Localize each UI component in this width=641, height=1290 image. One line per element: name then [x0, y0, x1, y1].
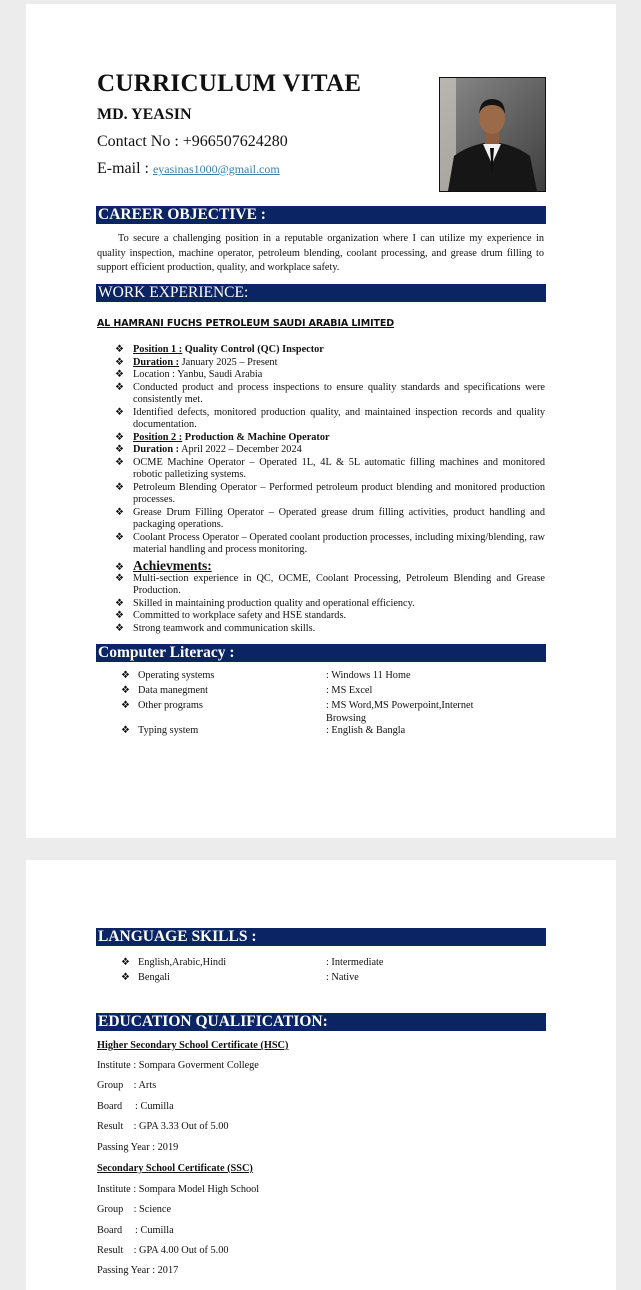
work-item-text: Identified defects, monitored production quality, and maintained inspection records and quality documentation. [133, 406, 545, 430]
work-bullet-item [115, 407, 545, 432]
work-experience-heading: WORK EXPERIENCE: [96, 284, 546, 302]
work-item-text: Multi-section experience in QC, OCME, Coolant Processing, Petroleum Blending and Grease Production. [133, 572, 545, 596]
ssc-title: Secondary School Certificate (SSC) [97, 1163, 253, 1174]
ssc-board: Board : Cumilla [97, 1225, 174, 1236]
bullet-icon: ❖ [115, 344, 124, 355]
bullet-icon: ❖ [115, 369, 124, 380]
profile-photo-illustration [440, 78, 545, 191]
hsc-result: Result : GPA 3.33 Out of 5.00 [97, 1121, 229, 1132]
work-bullet-item [115, 558, 545, 573]
ssc-passing-year: Passing Year : 2017 [97, 1265, 179, 1276]
work-item-label: Achievments: [133, 557, 212, 573]
bullet-icon: ❖ [121, 670, 130, 681]
email-link[interactable]: eyasinas1000@gmail.com [152, 162, 280, 176]
grid-row [121, 700, 521, 725]
bullet-icon: ❖ [121, 700, 130, 711]
grid-key: English,Arabic,Hindi [138, 957, 227, 968]
work-item-text: Petroleum Blending Operator – Performed petroleum product blending and monitored production processes. [133, 481, 545, 505]
bullet-icon: ❖ [115, 531, 124, 543]
profile-photo [439, 77, 546, 192]
grid-value: : English & Bangla [326, 725, 406, 736]
bullet-icon: ❖ [115, 561, 124, 573]
bullet-icon: ❖ [115, 456, 124, 468]
cv-title: CURRICULUM VITAE [97, 70, 362, 97]
contact-number: Contact No : +966507624280 [97, 133, 288, 150]
work-item-text: Production & Machine Operator [182, 431, 330, 443]
career-objective-heading: CAREER OBJECTIVE : [96, 206, 546, 224]
grid-row [121, 957, 521, 972]
hsc-passing-year: Passing Year : 2019 [97, 1142, 179, 1153]
education-heading: EDUCATION QUALIFICATION: [96, 1013, 546, 1031]
work-bullet-item [115, 357, 545, 370]
grid-value: : Windows 11 Home [326, 670, 411, 681]
work-item-text: Location : Yanbu, Saudi Arabia [133, 369, 263, 380]
bullet-icon: ❖ [121, 972, 130, 983]
computer-literacy-list [121, 670, 521, 740]
work-bullet-item [115, 369, 545, 382]
grid-row [121, 972, 521, 987]
bullet-icon: ❖ [115, 572, 124, 584]
work-item-label: Position 2 : [133, 431, 183, 443]
bullet-icon: ❖ [115, 381, 124, 393]
work-item-text: Quality Control (QC) Inspector [182, 344, 324, 355]
grid-key: Typing system [138, 725, 199, 736]
work-item-text: Grease Drum Filling Operator – Operated grease drum filling activities, product handling and packaging operations. [133, 506, 545, 530]
work-bullet-item [115, 598, 545, 611]
bullet-icon: ❖ [121, 685, 130, 696]
ssc-group: Group : Science [97, 1204, 172, 1215]
bullet-icon: ❖ [115, 597, 124, 609]
grid-row [121, 670, 521, 685]
bullet-icon: ❖ [115, 481, 124, 493]
work-item-text: Conducted product and process inspections to ensure quality standards and specifications were consistently met. [133, 381, 545, 405]
work-item-text: Skilled in maintaining production quality and operational efficiency. [133, 597, 415, 609]
bullet-icon: ❖ [115, 356, 124, 368]
work-bullet-item [115, 482, 545, 507]
grid-value: : Native [326, 972, 359, 983]
hsc-group: Group : Arts [97, 1080, 157, 1091]
language-skills-list [121, 957, 521, 987]
work-bullet-item [115, 444, 545, 457]
work-bullet-item [115, 623, 545, 636]
hsc-board: Board : Cumilla [97, 1101, 174, 1112]
grid-row [121, 725, 521, 740]
grid-key: Bengali [138, 972, 171, 983]
work-bullet-item [115, 573, 545, 598]
bullet-icon: ❖ [115, 431, 124, 443]
work-bullet-item [115, 610, 545, 623]
cv-page-1 [26, 4, 616, 838]
candidate-name: MD. YEASIN [97, 106, 192, 123]
bullet-icon: ❖ [121, 725, 130, 736]
cv-page-2 [26, 860, 616, 1290]
career-objective-text: To secure a challenging position in a reputable organization where I can utilize my experience in quality inspection, machine operator, petroleum blending, coolant processing, and grease drum filling to support efficient production, quality, and workplace safety. [97, 233, 544, 274]
work-item-label: Position 1 : [133, 344, 183, 355]
company-name: AL HAMRANI FUCHS PETROLEUM SAUDI ARABIA LIMITED [97, 318, 395, 329]
work-bullet-item [115, 507, 545, 532]
work-bullet-item [115, 382, 545, 407]
grid-row [121, 685, 521, 700]
language-skills-heading: LANGUAGE SKILLS : [96, 928, 546, 946]
bullet-icon: ❖ [121, 957, 130, 968]
grid-key: Other programs [138, 700, 203, 711]
computer-literacy-heading: Computer Literacy : [96, 644, 546, 662]
bullet-icon: ❖ [115, 444, 124, 455]
work-item-text: Committed to workplace safety and HSE standards. [133, 610, 347, 621]
ssc-result: Result : GPA 4.00 Out of 5.00 [97, 1245, 229, 1256]
ssc-institute: Institute : Sompara Model High School [97, 1184, 260, 1195]
work-item-text: January 2025 – Present [179, 356, 278, 368]
grid-key: Operating systems [138, 670, 215, 681]
work-bullet-item [115, 457, 545, 482]
bullet-icon: ❖ [115, 406, 124, 418]
grid-value: : Intermediate [326, 957, 384, 968]
hsc-institute: Institute : Sompara Goverment College [97, 1060, 259, 1071]
email-line [97, 160, 280, 178]
bullet-icon: ❖ [115, 610, 124, 621]
work-bullet-item [115, 432, 545, 445]
grid-value: : MS Word,MS Powerpoint,Internet Browsing [326, 700, 474, 724]
bullet-icon: ❖ [115, 622, 124, 634]
grid-key: Data manegment [138, 685, 209, 696]
work-experience-list [115, 344, 545, 635]
work-item-text: Strong teamwork and communication skills. [133, 622, 316, 634]
email-label: E-mail : [97, 160, 149, 177]
work-item-text: Coolant Process Operator – Operated coolant production processes, including mixing/blending, raw material handling and process monitoring. [133, 531, 545, 555]
work-bullet-item [115, 532, 545, 557]
bullet-icon: ❖ [115, 506, 124, 518]
work-item-label: Duration : [133, 356, 180, 368]
work-bullet-item [115, 344, 545, 357]
grid-value: : MS Excel [326, 685, 373, 696]
work-item-label: Duration : [133, 444, 180, 455]
hsc-title: Higher Secondary School Certificate (HSC) [97, 1040, 289, 1051]
work-item-text: OCME Machine Operator – Operated 1L, 4L & 5L automatic filling machines and monitored robotic palletizing systems. [133, 456, 545, 480]
work-item-text: April 2022 – December 2024 [179, 444, 302, 455]
